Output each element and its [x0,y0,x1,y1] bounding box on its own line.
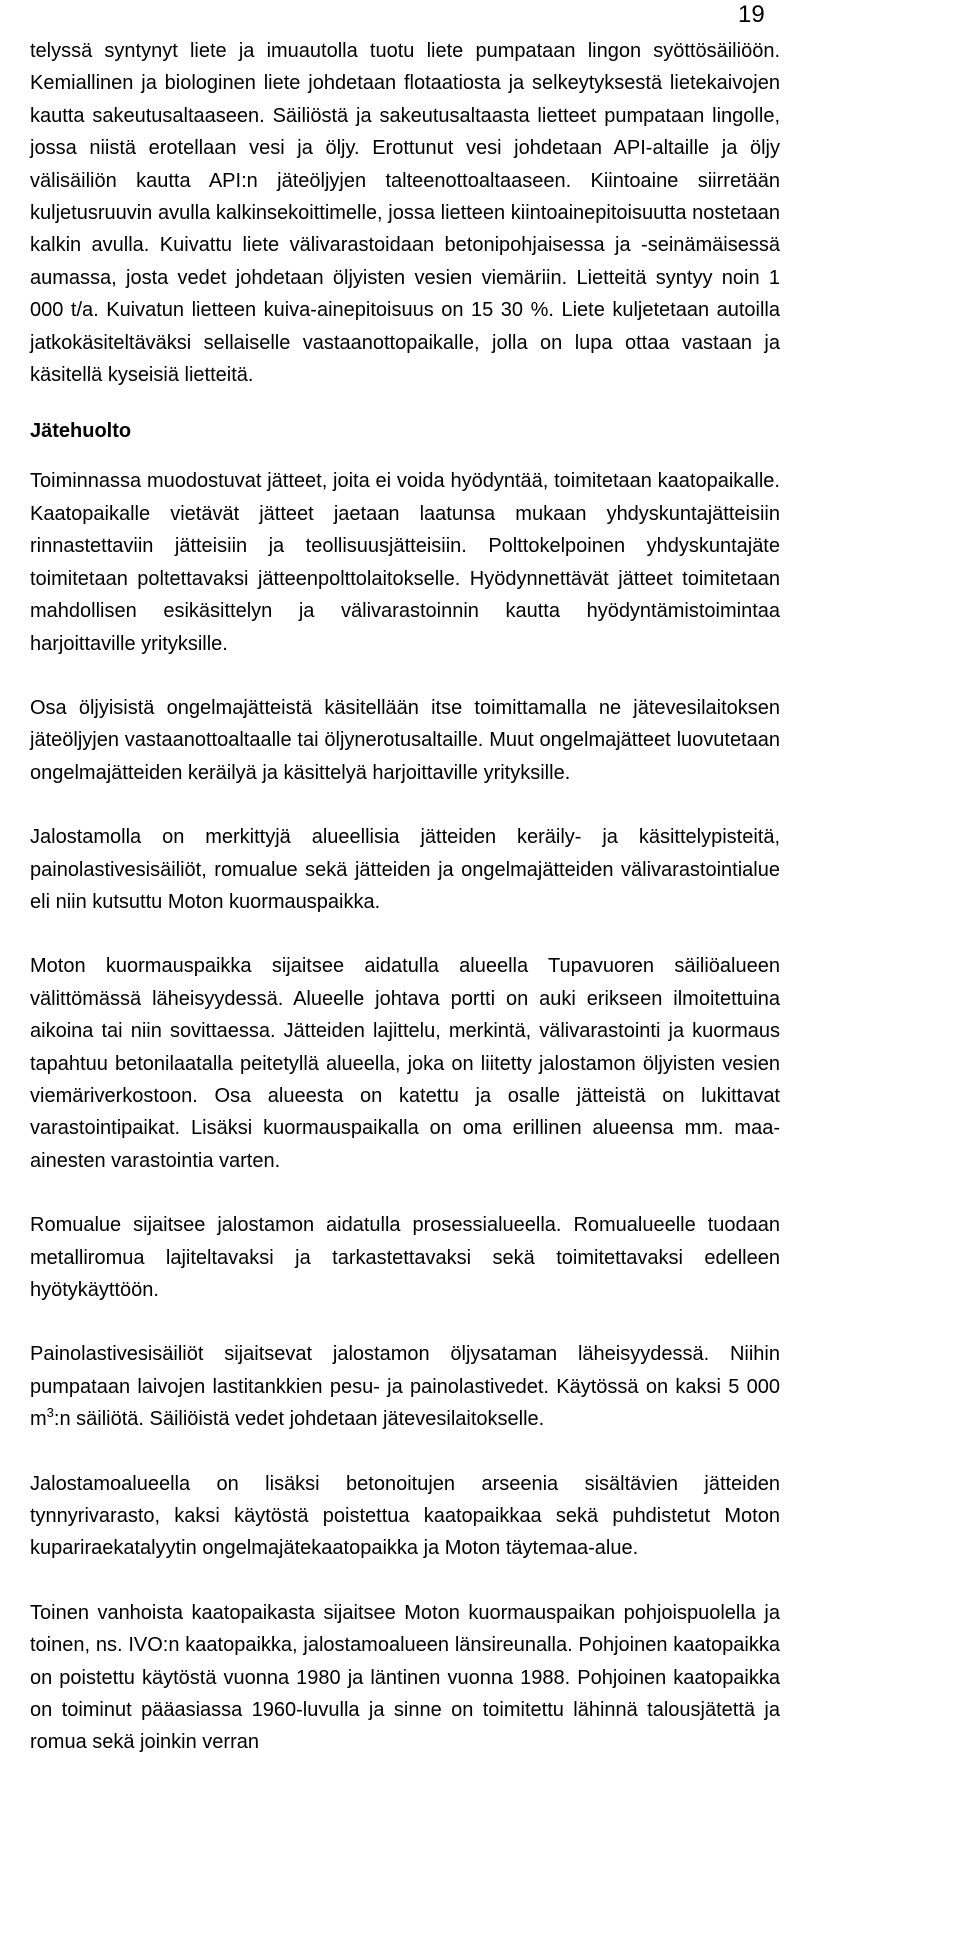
paragraph-waste-disposal: Toiminnassa muodostuvat jätteet, joita ei voida hyödyntää, toimitetaan kaatopaikalle. Kaatopaikalle vietävät jätteet jaetaan laatunsa mukaan yhdyskuntajätteisiin rinnastettaviin jätteisiin ja teollisuusjätteisiin. Polttokelpoinen yhdyskuntajäte toimitetaan poltettavaksi jätteenpolttolaitokselle. Hyödynnettävät jätteet toimitetaan mahdollisen esikäsittelyn ja välivarastoinnin kautta hyödyntämistoimintaa harjoittaville yrityksille. [30,470,780,655]
paragraph-hazardous-waste: Osa öljyisistä ongelmajätteistä käsitellään itse toimittamalla ne jätevesilaitoksen jäteöljyjen vastaanottoaltaalle tai öljynerotusaltaille. Muut ongelmajätteet luovutetaan ongelmajätteiden keräilyä ja käsittelyä harjoittaville yrityksille. [30,696,780,784]
paragraph-old-landfills: Toinen vanhoista kaatopaikasta sijaitsee Moton kuormauspaikan pohjoispuolella ja toinen, ns. IVO:n kaatopaikka, jalostamoalueen länsireunalla. Pohjoinen kaatopaikka on poistettu käytöstä vuonna 1980 ja läntinen vuonna 1988. Pohjoinen kaatopaikka on toiminut pääasiassa 1960-luvulla ja sinne on toimitettu lähinnä talousjätettä ja romua sekä joinkin verran [30,1601,780,1754]
paragraph-arsenic-storage: Jalostamoalueella on lisäksi betonoitujen arseenia sisältävien jätteiden tynnyrivarasto, kaksi käytöstä poistettua kaatopaikkaa sekä puhdistetut Moton kupariraekatalyytin ongelmajätekaatopaikka ja Moton täytemaa-alue. [30,1472,780,1560]
paragraph-ballast-water-tanks [30,1338,780,1435]
paragraph-text: :n säiliötä. Säiliöistä vedet johdetaan jätevesilaitokselle. [53,1408,545,1431]
document-body [30,35,780,1759]
spacer [30,789,780,821]
paragraph-text: Painolastivesisäiliöt sijaitsevat jalostamon öljysataman läheisyydessä. Niihin pumpataan laivojen lastitankkien pesu- ja painolastivedet. Käytössä on kaksi 5 000 m [30,1343,780,1431]
spacer [30,660,780,692]
paragraph-scrap-area: Romualue sijaitsee jalostamon aidatulla prosessialueella. Romualueelle tuodaan metalliromua lajiteltavaksi ja tarkastettavaksi sekä toimitettavaksi edelleen hyötykäyttöön. [30,1214,780,1301]
section-heading: Jätehuolto [30,420,132,443]
page-number: 19 [738,1,765,28]
spacer [30,1177,780,1209]
spacer [30,1565,780,1597]
spacer [30,1436,780,1468]
spacer [30,447,780,465]
paragraph-collection-points: Jalostamolla on merkittyjä alueellisia jätteiden keräily- ja käsittelypisteitä, painolastivesisäiliöt, romualue sekä jätteiden ja ongelmajätteiden välivarastointialue eli niin kutsuttu Moton kuormauspaikka. [30,826,780,913]
superscript: 3 [46,1405,54,1421]
spacer [30,918,780,950]
spacer [30,1306,780,1338]
paragraph-moto-loading-area: Moton kuormauspaikka sijaitsee aidatulla alueella Tupavuoren säiliöalueen välittömässä läheisyydessä. Alueelle johtava portti on auki erikseen ilmoitettuina aikoina tai niin sovittaessa. Jätteiden lajittelu, merkintä, välivarastointi ja kuormaus tapahtuu betonilaatalla peitetyllä alueella, joka on liitetty jalostamon öljyisten vesien viemäriverkostoon. Osa alueesta on katettu ja osalle jätteistä on lukittavat varastointipaikat. Lisäksi kuormauspaikalla on oma erillinen alueensa mm. maa-ainesten varastointia varten. [30,955,780,1172]
paragraph-sludge-treatment: telyssä syntynyt liete ja imuautolla tuotu liete pumpataan lingon syöttösäiliöön. Kemiallinen ja biologinen liete johdetaan flotaatiosta ja selkeytyksestä lietekaivojen kautta sakeutusaltaaseen. Säiliöstä ja sakeutusaltaasta lietteet pumpataan lingolle, jossa niistä erotellaan vesi ja öljy. Erottunut vesi johdetaan API-altaille ja öljy välisäiliön kautta API:n jäteöljyjen talteenottoaltaaseen. Kiintoaine siirretään kuljetusruuvin avulla kalkinsekoittimelle, jossa lietteen kiintoainepitoisuutta nostetaan kalkin avulla. Kuivattu liete välivarastoidaan betonipohjaisessa ja -seinämäisessä aumassa, josta vedet johdetaan öljyisten vesien viemäriin. Lietteitä syntyy noin 1 000 t/a. Kuivatun lietteen kuiva-ainepitoisuus on 15 30 %. Liete kuljetetaan autoilla jatkokäsiteltäväksi sellaiselle vastaanottopaikalle, jolla on lupa ottaa vastaan ja käsitellä kyseisiä lietteitä. [30,40,780,387]
spacer [30,391,780,415]
